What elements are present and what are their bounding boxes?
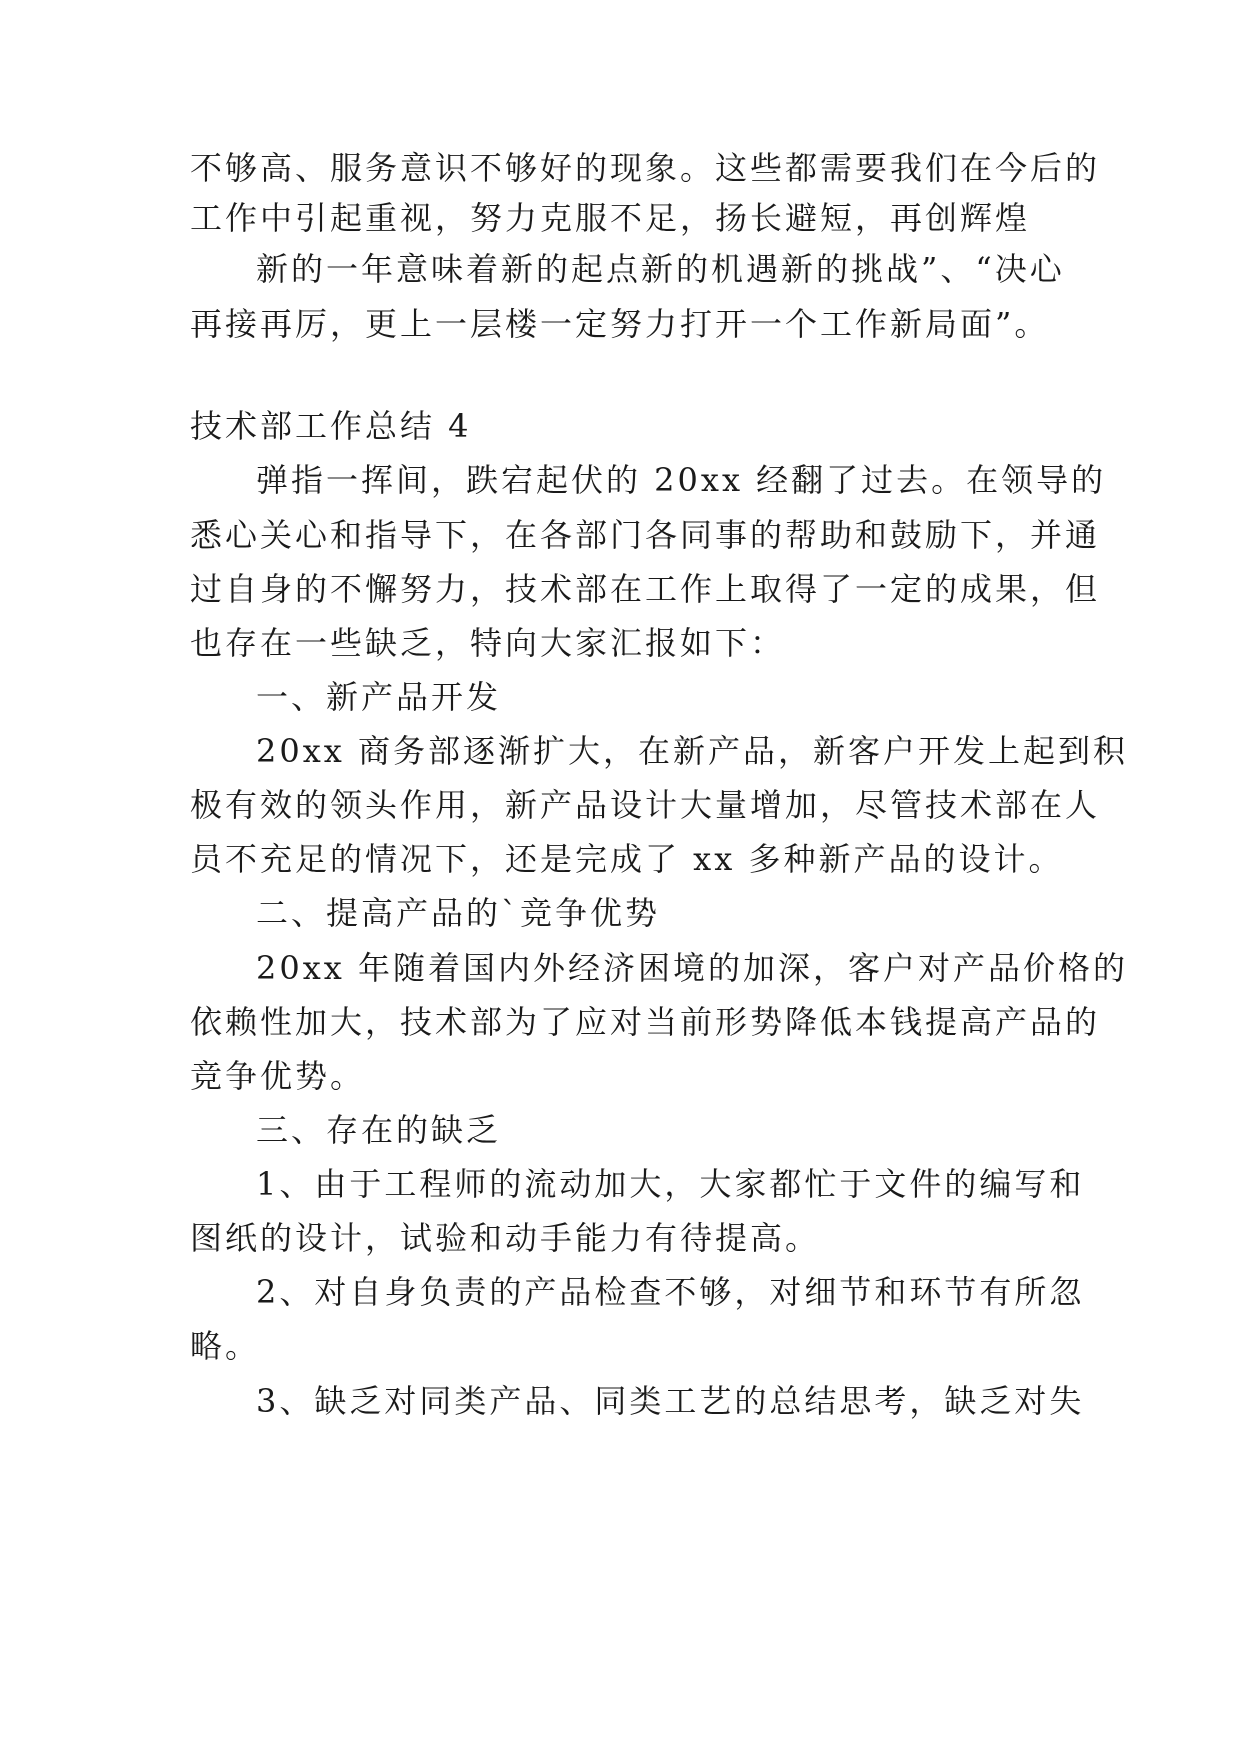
list-item-first-line: 1、由于工程师的流动加大，大家都忙于文件的编写和 xyxy=(256,1165,1085,1203)
subsection-heading: 三、存在的缺乏 xyxy=(256,1111,502,1149)
body-text-line: 极有效的领头作用，新产品设计大量增加，尽管技术部在人 xyxy=(190,786,1101,824)
body-text-line: 过自身的不懈努力，技术部在工作上取得了一定的成果，但 xyxy=(190,570,1101,608)
list-item-line: 略。 xyxy=(190,1327,261,1365)
list-item-first-line: 2、对自身负责的产品检查不够，对细节和环节有所忽 xyxy=(256,1273,1085,1311)
body-text-line: 工作中引起重视，努力克服不足，扬长避短，再创辉煌 xyxy=(190,199,1031,237)
body-text-line: 也存在一些缺乏，特向大家汇报如下： xyxy=(190,624,786,662)
subsection-heading: 一、新产品开发 xyxy=(256,678,502,716)
body-text-line: 竞争优势。 xyxy=(190,1057,366,1095)
subsection-heading: 二、提高产品的`竞争优势 xyxy=(256,894,661,932)
list-item-line: 图纸的设计，试验和动手能力有待提高。 xyxy=(190,1219,821,1257)
paragraph-first-line: 新的一年意味着新的起点新的机遇新的挑战”、“决心 xyxy=(256,250,1065,288)
paragraph-first-line: 弹指一挥间，跌宕起伏的 20xx 经翻了过去。在领导的 xyxy=(256,461,1107,499)
paragraph-first-line: 20xx 商务部逐渐扩大，在新产品，新客户开发上起到积 xyxy=(256,732,1128,770)
body-text-line: 依赖性加大，技术部为了应对当前形势降低本钱提高产品的 xyxy=(190,1003,1101,1041)
list-item-first-line: 3、缺乏对同类产品、同类工艺的总结思考，缺乏对失 xyxy=(256,1382,1085,1420)
body-text-line: 悉心关心和指导下，在各部门各同事的帮助和鼓励下，并通 xyxy=(190,516,1101,554)
section-heading: 技术部工作总结 4 xyxy=(190,407,472,445)
body-text-line: 员不充足的情况下，还是完成了 xx 多种新产品的设计。 xyxy=(190,840,1064,878)
paragraph-first-line: 20xx 年随着国内外经济困境的加深，客户对产品价格的 xyxy=(256,949,1128,987)
body-text-line: 不够高、服务意识不够好的现象。这些都需要我们在今后的 xyxy=(190,149,1101,187)
body-text-line: 再接再厉，更上一层楼一定努力打开一个工作新局面”。 xyxy=(190,305,1050,343)
